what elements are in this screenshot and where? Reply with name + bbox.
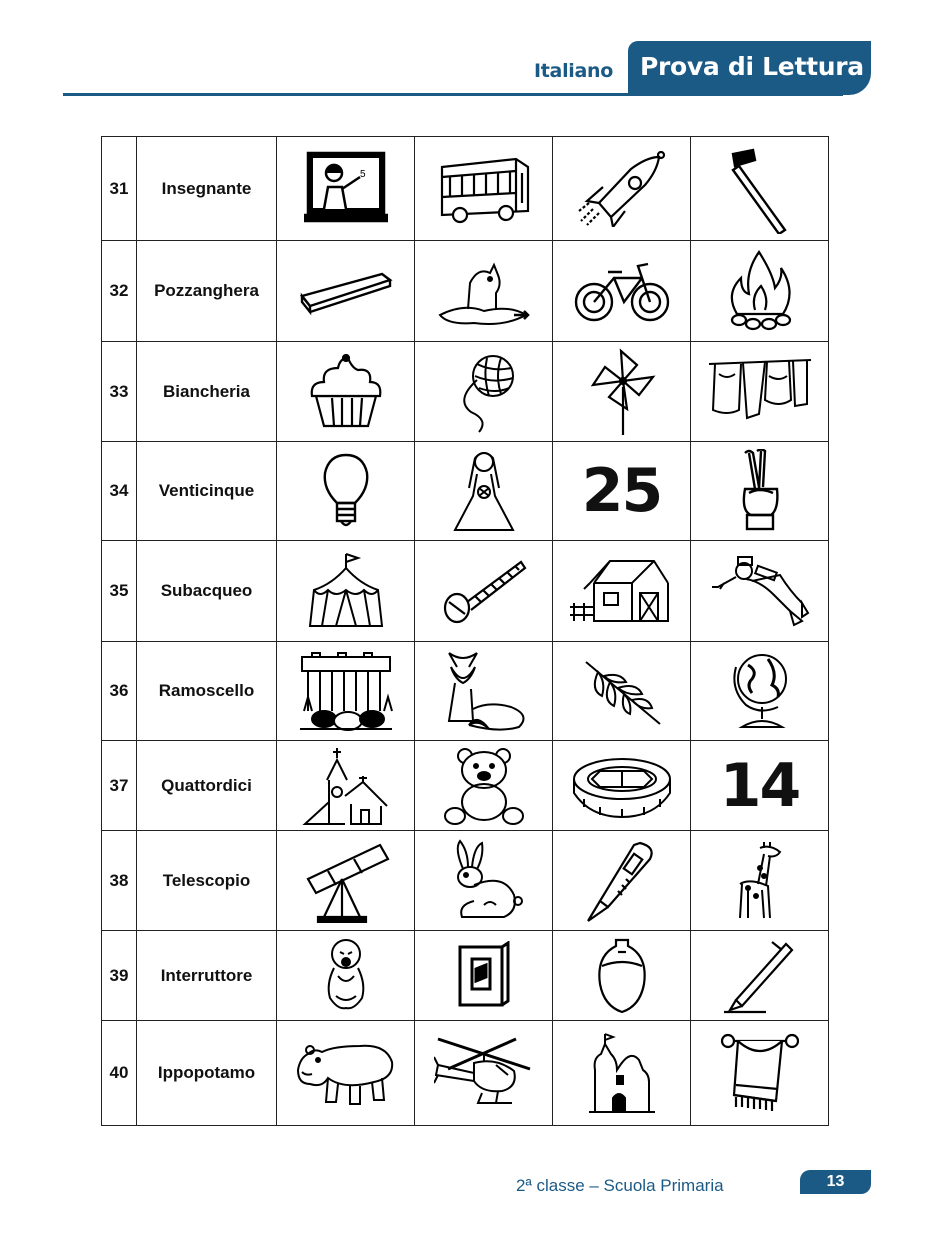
chalk-icon[interactable] [277,241,415,342]
number-14[interactable] [691,741,829,831]
light-bulb-icon[interactable] [277,442,415,541]
table-row [102,831,829,931]
footer-grade: 2ª classe – Scuola Primaria [516,1176,724,1195]
two-fingers-hand-icon[interactable] [691,442,829,541]
twig-icon[interactable] [553,642,691,741]
teddy-bear-icon[interactable] [415,741,553,831]
item-word: Biancheria [137,342,277,442]
table-row [102,442,829,541]
item-word: Telescopio [137,831,277,931]
item-number: 32 [102,241,137,342]
cat-in-puddle-icon[interactable] [415,241,553,342]
towel-rack-icon[interactable] [691,1021,829,1126]
table-row [102,642,829,741]
item-word: Pozzanghera [137,241,277,342]
table-row [102,1021,829,1126]
item-number: 36 [102,642,137,741]
item-number: 34 [102,442,137,541]
table-row [102,137,829,241]
bus-icon[interactable] [415,137,553,241]
number-14-text: 14 [719,750,800,821]
item-number: 40 [102,1021,137,1126]
telescope-icon[interactable] [277,831,415,931]
number-25-text: 25 [581,456,662,526]
item-word: Interruttore [137,931,277,1021]
toothbrush-icon[interactable] [691,137,829,241]
rocket-icon[interactable] [553,137,691,241]
table-row [102,342,829,442]
yarn-ball-icon[interactable] [415,342,553,442]
sandcastle-icon[interactable] [553,1021,691,1126]
stadium-icon[interactable] [553,741,691,831]
rabbit-icon[interactable] [415,831,553,931]
item-number: 33 [102,342,137,442]
pinwheel-icon[interactable] [553,342,691,442]
item-number: 31 [102,137,137,241]
page-title: Prova di Lettura [640,52,864,81]
light-switch-icon[interactable] [415,931,553,1021]
barn-icon[interactable] [553,541,691,642]
bonfire-icon[interactable] [691,241,829,342]
baby-icon[interactable] [277,931,415,1021]
table-row [102,541,829,642]
page-number: 13 [826,1173,845,1190]
item-number: 38 [102,831,137,931]
table-row [102,741,829,831]
helicopter-icon[interactable] [415,1021,553,1126]
item-word: Ippopotamo [137,1021,277,1126]
item-word: Insegnante [137,137,277,241]
giraffe-icon[interactable] [691,831,829,931]
bicycle-icon[interactable] [553,241,691,342]
subject-label: Italiano [534,60,613,82]
item-word: Quattordici [137,741,277,831]
pen-icon[interactable] [691,931,829,1021]
item-word: Ramoscello [137,642,277,741]
scuba-diver-icon[interactable] [691,541,829,642]
screw-icon[interactable] [415,541,553,642]
table-row [102,931,829,1021]
reading-test-table [101,136,829,1126]
teacher-icon[interactable] [277,137,415,241]
page-header [0,0,935,110]
fox-icon[interactable] [415,642,553,741]
globe-icon[interactable] [691,642,829,741]
svg-text:5: 5 [359,168,366,180]
item-number: 37 [102,741,137,831]
hippo-icon[interactable] [277,1021,415,1126]
cupcake-icon[interactable] [277,342,415,442]
garden-fence-icon[interactable] [277,642,415,741]
laundry-line-icon[interactable] [691,342,829,442]
church-icon[interactable] [277,741,415,831]
number-25[interactable] [553,442,691,541]
item-number: 35 [102,541,137,642]
item-number: 39 [102,931,137,1021]
thermometer-icon[interactable] [553,831,691,931]
item-word: Subacqueo [137,541,277,642]
circus-tent-icon[interactable] [277,541,415,642]
bride-icon[interactable] [415,442,553,541]
item-word: Venticinque [137,442,277,541]
piggy-bank-jar-icon[interactable] [553,931,691,1021]
table-row [102,241,829,342]
